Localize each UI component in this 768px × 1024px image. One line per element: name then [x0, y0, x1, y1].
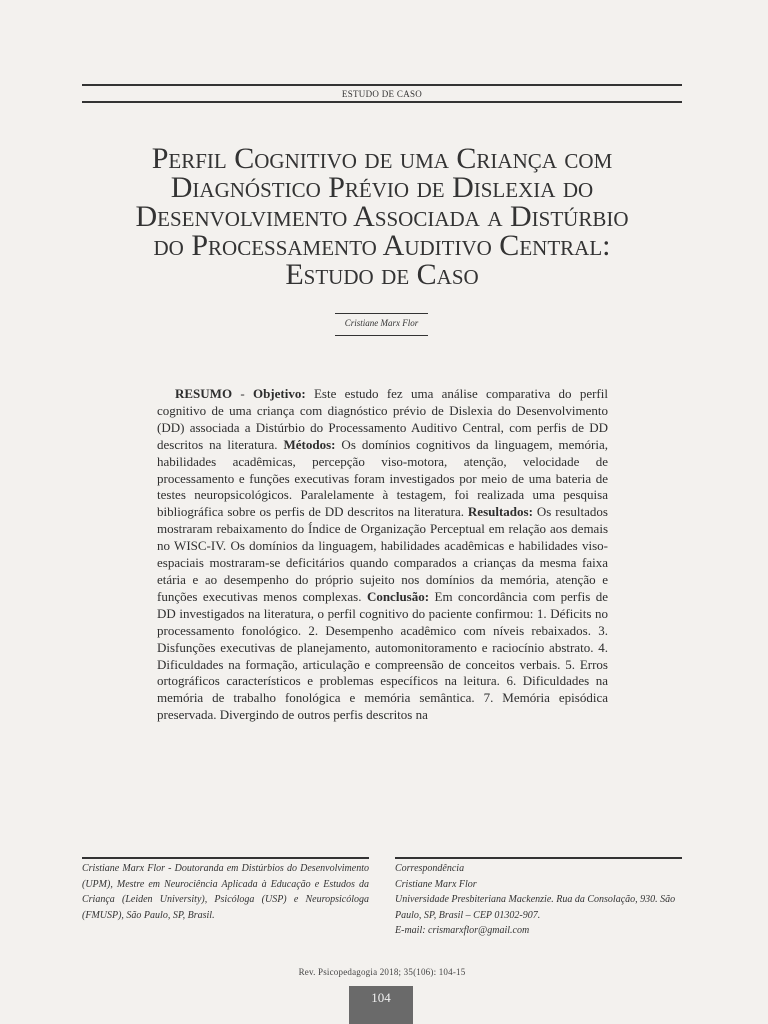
- correspondence-email[interactable]: E-mail: crismarxflor@gmail.com: [395, 925, 530, 936]
- title-line: Diagnóstico Prévio de Dislexia do: [170, 171, 594, 204]
- title-line: Desenvolvimento Associada a Distúrbio: [135, 200, 629, 233]
- header-top-rule: [82, 84, 682, 86]
- abstract-paragraph: [157, 386, 608, 724]
- article-title: [82, 144, 682, 289]
- correspondence-heading: Correspondência: [395, 863, 465, 874]
- objetivo-label: Objetivo:: [252, 386, 306, 401]
- page-number: 104: [349, 986, 413, 1024]
- journal-citation: Rev. Psicopedagogia 2018; 35(106): 104-15: [298, 967, 466, 977]
- section-label: ESTUDO DE CASO: [341, 89, 423, 99]
- conclusao-label: Conclusão:: [366, 588, 430, 604]
- title-line: Estudo de Caso: [285, 258, 479, 291]
- title-line: do Processamento Auditivo Central:: [153, 229, 611, 262]
- resultados-text: Os resultados mostraram rebaixamento do Índice de Organização Perceptual em relação aos demais no WISC-IV. Os domínios da linguagem, habilidades acadêmicas e habilidades viso-espaciais mostraram-se deficitários quando comparados a crianças da mesma faixa etária e ao desempenho do próprio sujeito nos domínios da memória, atenção e funções executivas menos complexas.: [157, 504, 608, 604]
- label-separator: -: [232, 386, 253, 401]
- conclusao-text: Em concordância com perfis de DD investigados na literatura, o perfil cognitivo do paciente confirmou: 1. Déficits no processamento fonológico. 2. Desempenho acadêmico com níveis rebaixados. 3. Disfunções executivas de planejamento, automonitoramento e raciocínio abstrato. 4. Dificuldades na formação, articulação e compreensão de conceitos verbais. 5. Erros ortográficos característicos e problemas específicos na leitura. 6. Dificuldades na memória de trabalho fonológica e memória semântica. 7. Memória episódica preservada. Divergindo de outros perfis descritos na: [157, 588, 608, 723]
- footnote-rule-right: [395, 857, 682, 859]
- header-bottom-rule: [82, 101, 682, 103]
- resumo-label: RESUMO: [175, 386, 233, 401]
- footnote-rule-left: [82, 857, 369, 859]
- objetivo-text: Este estudo fez uma análise comparativa do perfil cognitivo de uma criança com diagnóstico prévio de Dislexia do Desenvolvimento (DD) associada a Distúrbio do Processamento Auditivo Central, com perfis de DD descritos na literatura.: [157, 386, 608, 452]
- author-footnote: Cristiane Marx Flor - Doutoranda em Distúrbios do Desenvolvimento (UPM), Mestre em Neurociência Aplicada à Educação e Estudos da Criança (Leiden University), Psicóloga (USP) e Neuropsicóloga (FMUSP), São Paulo, SP, Brasil.: [82, 863, 369, 921]
- title-line: Perfil Cognitivo de uma Criança com: [151, 142, 613, 175]
- correspondence-block: [395, 861, 682, 939]
- abstract: [157, 386, 608, 724]
- metodos-label: Métodos:: [283, 436, 336, 452]
- correspondence-address: Universidade Presbiteriana Mackenzie. Rua da Consolação, 930. São Paulo, SP, Brasil – CEP 01302-907.: [395, 894, 676, 921]
- author-byline: Cristiane Marx Flor: [335, 313, 428, 336]
- metodos-text: Os domínios cognitivos da linguagem, memória, habilidades acadêmicas, percepção viso-motora, atenção, velocidade de processamento e funções executivas foram investigados por meio de uma bateria de testes neuropsicológicos. Paralelamente à testagem, foi realizada uma pesquisa bibliográfica sobre os perfis de DD descritos na literatura.: [157, 436, 608, 520]
- correspondence-name: Cristiane Marx Flor: [395, 878, 477, 890]
- resultados-label: Resultados:: [467, 504, 533, 520]
